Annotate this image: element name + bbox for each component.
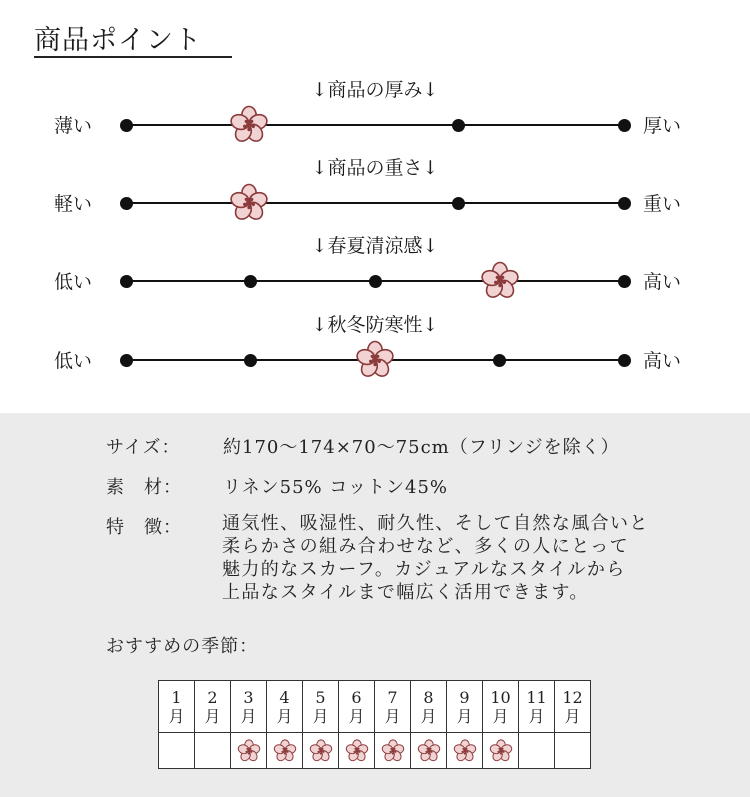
month-cell [411,681,447,733]
scale-dot [618,354,631,367]
section-title: 商品ポイント [34,25,202,56]
month-number: 1 [171,687,182,707]
month-cell [195,681,231,733]
month-cell [231,681,267,733]
month-unit: 月 [564,706,581,726]
scale-high-label: 高い [643,350,682,372]
month-mark-cell [231,733,267,769]
material-value: リネン55% コットン45% [223,477,449,498]
scale-dot [618,275,631,288]
scale-high-label: 高い [643,271,682,293]
flower-icon [309,739,333,763]
scale-marker-flower-icon [229,183,269,223]
scale-track [126,124,624,126]
flower-icon [237,739,261,763]
scale-dot [493,354,506,367]
month-cell [447,681,483,733]
month-cell [267,681,303,733]
month-unit: 月 [528,706,545,726]
scale-dot [452,197,465,210]
month-number: 8 [423,687,434,707]
scale-dot [244,275,257,288]
flower-icon [345,739,369,763]
scale-low-label: 低い [54,350,93,372]
flower-icon [453,739,477,763]
month-mark-cell [159,733,195,769]
scale-dot [120,354,133,367]
month-cell [303,681,339,733]
month-number: 7 [387,687,398,707]
scale-low-label: 低い [54,271,93,293]
month-unit: 月 [276,706,293,726]
season-title: おすすめの季節： [106,636,259,657]
month-cell [519,681,555,733]
scale-caption: ↓春夏清涼感↓ [311,235,439,257]
season-calendar [158,680,591,769]
month-number: 9 [459,687,470,707]
month-mark-cell [375,733,411,769]
month-mark-cell [519,733,555,769]
month-mark-cell [447,733,483,769]
month-cell [159,681,195,733]
month-unit: 月 [348,706,365,726]
month-unit: 月 [312,706,329,726]
feature-line: 上品なスタイルまで幅広く活用できます。 [222,582,589,603]
month-number: 5 [315,687,326,707]
scale-caption: ↓商品の重さ↓ [311,157,439,179]
scale-high-label: 重い [643,193,682,215]
month-unit: 月 [492,706,509,726]
month-unit: 月 [384,706,401,726]
month-number: 3 [243,687,254,707]
size-label: サイズ： [106,437,181,458]
scale-high-label: 厚い [643,115,682,137]
scale-dot [618,197,631,210]
scale-dot [120,275,133,288]
feature-label: 特 徴： [106,517,182,538]
month-mark-cell [339,733,375,769]
month-cell [375,681,411,733]
month-unit: 月 [240,706,257,726]
month-unit: 月 [168,706,185,726]
month-mark-cell [303,733,339,769]
month-number: 10 [490,687,511,707]
scale-low-label: 薄い [54,115,93,137]
scale-dot [120,197,133,210]
month-number: 6 [351,687,362,707]
scale-caption: ↓商品の厚み↓ [311,79,439,101]
month-cell [339,681,375,733]
month-number: 11 [526,687,547,707]
title-underline [34,56,232,58]
month-cell [555,681,591,733]
feature-line: 通気性、吸湿性、耐久性、そして自然な風合いと [222,513,649,534]
scale-dot [120,119,133,132]
mark-row [159,733,591,769]
feature-description [222,512,746,604]
scale-dot [244,354,257,367]
feature-line: 魅力的なスカーフ。カジュアルなスタイルから [222,559,626,580]
month-unit: 月 [204,706,221,726]
month-number: 12 [562,687,583,707]
material-label: 素 材： [106,477,182,498]
month-row [159,681,591,733]
scale-caption: ↓秋冬防寒性↓ [311,314,439,336]
month-mark-cell [411,733,447,769]
month-mark-cell [555,733,591,769]
month-mark-cell [267,733,303,769]
month-cell [483,681,519,733]
flower-icon [381,739,405,763]
feature-line: 柔らかさの組み合わせなど、多くの人にとって [222,536,630,557]
scale-dot [369,275,382,288]
flower-icon [489,739,513,763]
month-mark-cell [195,733,231,769]
month-mark-cell [483,733,519,769]
scale-marker-flower-icon [229,105,269,145]
flower-icon [417,739,441,763]
scale-low-label: 軽い [54,193,93,215]
month-number: 2 [207,687,218,707]
scale-dot [618,119,631,132]
month-unit: 月 [456,706,473,726]
scale-marker-flower-icon [355,340,395,380]
scale-track [126,202,624,204]
scale-marker-flower-icon [480,261,520,301]
flower-icon [273,739,297,763]
month-unit: 月 [420,706,437,726]
size-value: 約170〜174×70〜75cm（フリンジを除く） [223,437,620,458]
scale-dot [452,119,465,132]
month-number: 4 [279,687,290,707]
